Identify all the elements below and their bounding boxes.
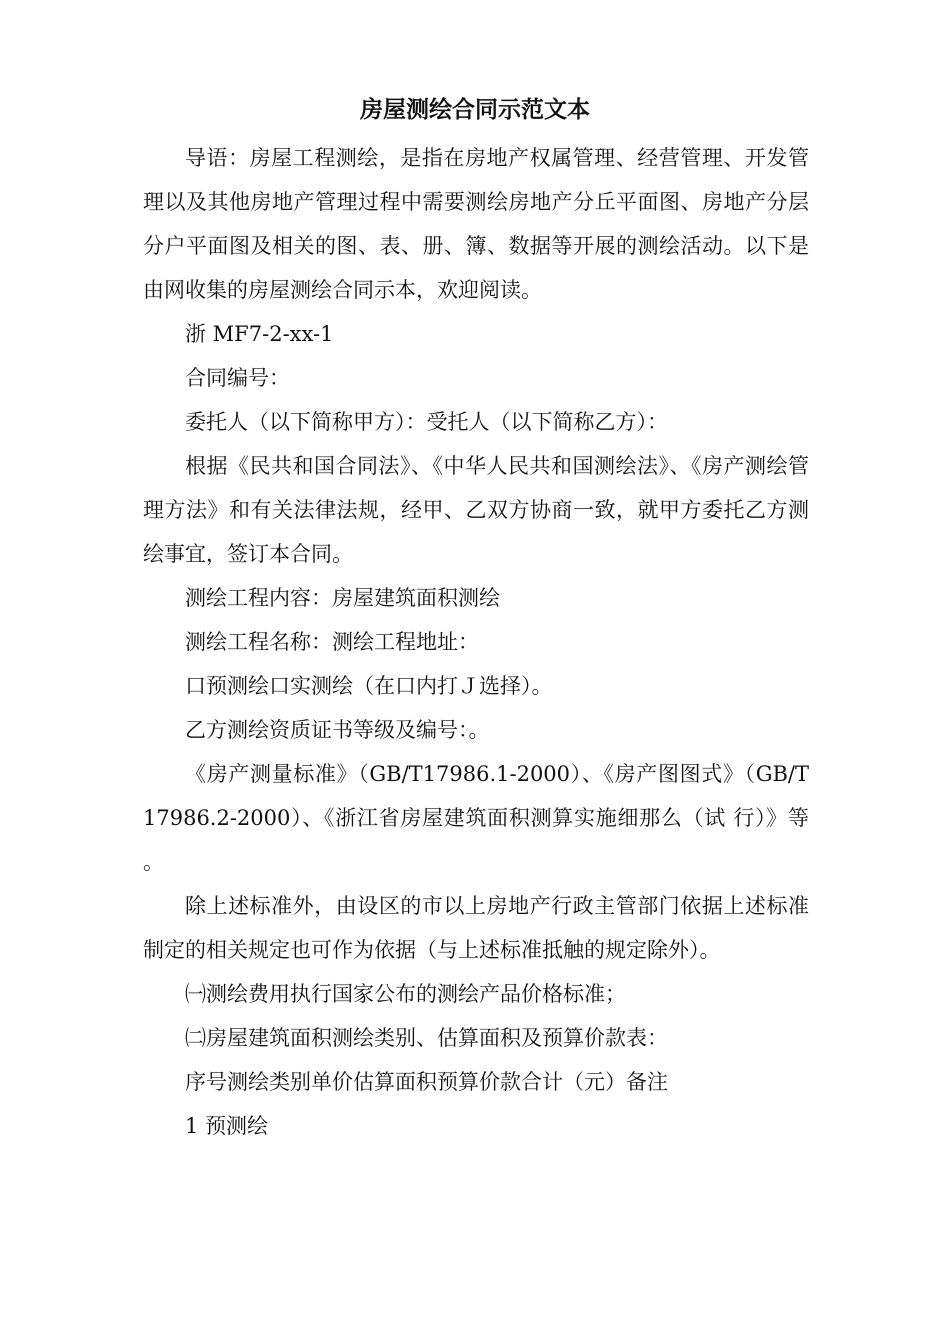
parties-line: 委托人（以下简称甲方）：受托人（以下简称乙方）：	[185, 410, 668, 434]
legal-basis-paragraph: 根据《民共和国合同法》、《中华人民共和国测绘法》、《房产测绘管理方法》和有关法律法规，经甲、乙双方协商一致，就甲方委托乙方测绘事宜，签订本合同。	[143, 454, 809, 566]
document-body	[143, 136, 809, 1148]
qualification-line: 乙方测绘资质证书等级及编号：。	[185, 718, 490, 742]
survey-content-line: 测绘工程内容：房屋建筑面积测绘	[185, 586, 500, 610]
contract-number-line: 合同编号：	[185, 366, 290, 390]
additional-standards-paragraph: 除上述标准外，由设区的市以上房地产行政主管部门依据上述标准制定的相关规定也可作为依据（与上述标准抵触的规定除外）。	[143, 894, 809, 962]
standards-paragraph: 《房产测量标准》（GB/T17986.1-2000）、《房产图图式》（GB/T17986.2-2000）、《浙江省房屋建筑面积测算实施细那么（试 行）》等。	[143, 762, 809, 874]
fee-table-heading: ㈡房屋建筑面积测绘类别、估算面积及预算价款表：	[185, 1026, 668, 1050]
fee-table-row: 1 预测绘	[185, 1114, 269, 1138]
survey-type-line: 口预测绘口实测绘（在口内打Ｊ选择）。	[185, 674, 553, 698]
intro-paragraph: 导语：房屋工程测绘，是指在房地产权属管理、经营管理、开发管理以及其他房地产管理过程中需要测绘房地产分丘平面图、房地产分层分户平面图及相关的图、表、册、簿、数据等开展的测绘活动。以下是由网收集的房屋测绘合同示本，欢迎阅读。	[143, 146, 809, 302]
fee-standard-line: ㈠测绘费用执行国家公布的测绘产品价格标准；	[185, 982, 626, 1006]
form-code: 浙 MF7-2-xx-1	[185, 322, 334, 346]
fee-table-header-row: 序号测绘类别单价估算面积预算价款合计（元）备注	[185, 1070, 668, 1094]
document-title: 房屋测绘合同示范文本	[360, 97, 590, 123]
survey-name-address-line: 测绘工程名称：测绘工程地址：	[185, 630, 479, 654]
